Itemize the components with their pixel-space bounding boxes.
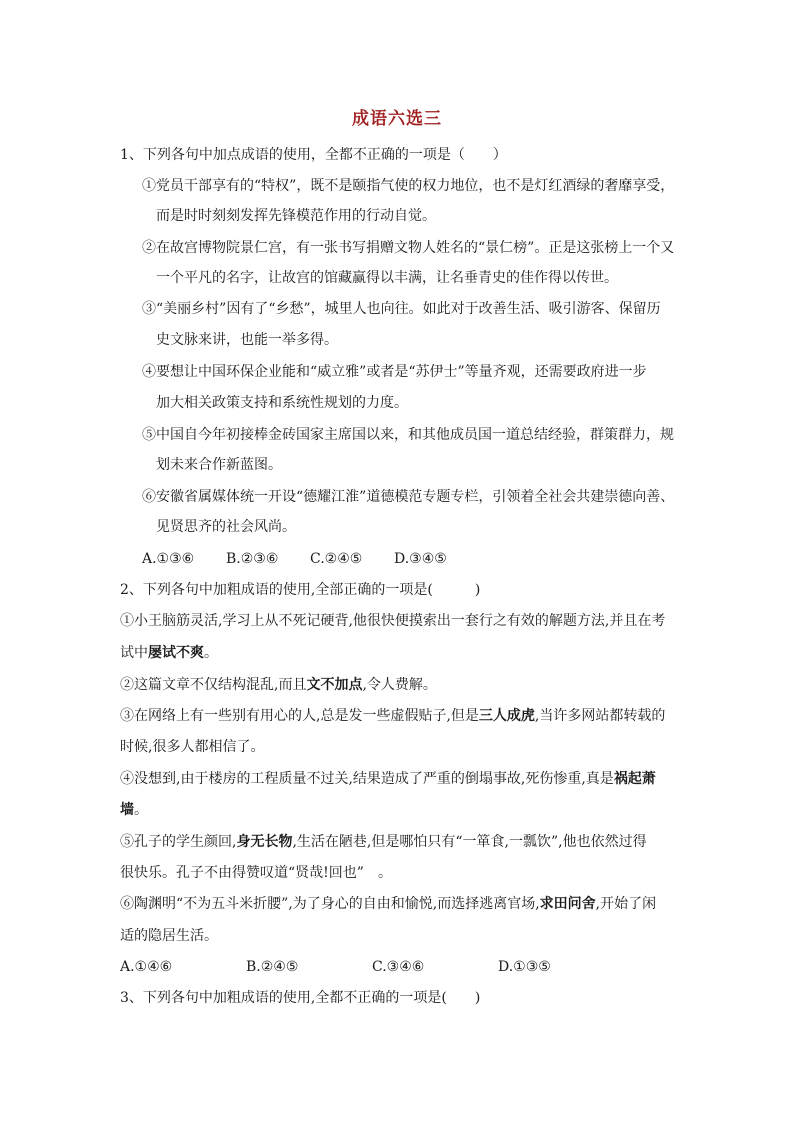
q1-item-4-line1: ④要想让中国环保企业能和“威立雅”或者是“苏伊士”等量齐观，还需要政府进一步 — [142, 364, 647, 380]
text-span: ,当许多网站都转载的 — [534, 708, 666, 724]
q2-sentence-1-line1: ①小王脑筋灵活,学习上从不死记硬背,他很快便摸索出一套行之有效的解题方法,并且在考 — [120, 613, 666, 629]
bold-idiom: 祸起萧 — [613, 771, 656, 787]
text-span: 。 — [134, 802, 148, 818]
bold-idiom: 三人成虎 — [478, 708, 535, 724]
text-span: ⑥陶渊明“不为五斗米折腰”,为了身心的自由和愉悦,而选择逃离官场, — [120, 896, 540, 912]
q2-option-b: B.②④⑤ — [246, 959, 299, 975]
q1-item-5-line2: 划未来合作新蓝图。 — [156, 457, 282, 473]
q1-option-d: D.③④⑤ — [394, 551, 447, 567]
q2-sentence-6-line1 — [120, 894, 680, 914]
q1-item-4-line2: 加大相关政策支持和系统性规划的力度。 — [156, 395, 408, 411]
q2-sentence-5-line1 — [120, 832, 680, 852]
q1-item-3-line2: 史文脉来讲，也能一举多得。 — [156, 332, 338, 348]
q2-option-a: A.①④⑥ — [120, 959, 173, 975]
q2-sentence-3-line1 — [120, 706, 680, 726]
text-span: ③在网络上有一些别有用心的人,总是发一些虚假贴子,但是 — [120, 708, 479, 724]
q1-item-3-line1: ③“美丽乡村”因有了“乡愁”，城里人也向往。如此对于改善生活、吸引游客、保留历 — [142, 301, 661, 317]
bold-idiom: 求田问舍 — [539, 896, 596, 912]
q1-item-6-line2: 见贤思齐的社会风尚。 — [156, 519, 296, 535]
q1-options — [142, 549, 478, 569]
q1-item-1-line2: 而是时时刻刻发挥先锋模范作用的行动自觉。 — [156, 208, 436, 224]
bold-idiom: 墙 — [120, 802, 134, 818]
q1-item-2-line2: 一个平凡的名字，让故宫的馆藏赢得以丰满，让名垂青史的佳作得以传世。 — [156, 270, 618, 286]
q1-option-b: B.②③⑥ — [226, 551, 279, 567]
q2-sentence-4-line2 — [120, 800, 680, 820]
text-span: ,令人费解。 — [362, 677, 437, 693]
q1-item-6-line1: ⑥安徽省属媒体统一开设“德耀江淮”道德模范专题专栏，引领着全社会共建崇德向善、 — [142, 489, 675, 505]
q2-sentence-4-line1 — [120, 769, 680, 789]
q3-stem: 3、下列各句中加粗成语的使用,全都不正确的一项是( ) — [120, 990, 481, 1006]
text-span: 。 — [204, 645, 218, 661]
q2-sentence-3-line2: 时候,很多人都相信了。 — [120, 739, 265, 755]
q2-option-c: C.③④⑥ — [372, 959, 425, 975]
bold-idiom: 身无长物 — [236, 834, 293, 850]
q2-stem: 2、下列各句中加粗成语的使用,全部正确的一项是( ) — [120, 582, 481, 598]
q1-item-1-line1: ①党员干部享有的“特权”，既不是颐指气使的权力地位，也不是灯红酒绿的奢靡享受， — [142, 178, 675, 194]
page-title: 成语六选三 — [352, 109, 442, 129]
text-span: ,开始了闲 — [595, 896, 657, 912]
q1-stem: 1、下列各句中加点成语的使用，全都不正确的一项是（ ） — [120, 147, 507, 163]
text-span: 试中 — [120, 645, 148, 661]
text-span: ⑤孔子的学生颜回, — [120, 834, 237, 850]
text-span: ②这篇文章不仅结构混乱,而且 — [120, 677, 307, 693]
q2-sentence-1-line2 — [120, 643, 680, 663]
q2-options — [120, 957, 588, 977]
q2-sentence-6-line2: 适的隐居生活。 — [120, 928, 218, 944]
q1-item-5-line1: ⑤中国自今年初接棒金砖国家主席国以来，和其他成员国一道总结经验，群策群力，规 — [142, 427, 674, 443]
text-span: ,生活在陋巷,但是哪怕只有“一箪食,一瓢饮”,他也依然过得 — [292, 834, 647, 850]
q2-sentence-5-line2: 很快乐。孔子不由得赞叹道“贤哉!回也” 。 — [120, 865, 392, 881]
q1-option-a: A.①③⑥ — [142, 551, 195, 567]
bold-idiom: 屡试不爽 — [148, 645, 204, 661]
q1-option-c: C.②④⑤ — [310, 551, 363, 567]
bold-idiom: 文不加点 — [306, 677, 363, 693]
q2-sentence-2 — [120, 675, 680, 695]
q2-option-d: D.①③⑤ — [498, 959, 551, 975]
text-span: ④没想到,由于楼房的工程质量不过关,结果造成了严重的倒塌事故,死伤惨重,真是 — [120, 771, 614, 787]
q1-item-2-line1: ②在故宫博物院景仁宫，有一张书写捐赠文物人姓名的“景仁榜”。正是这张榜上一个又 — [142, 240, 675, 256]
